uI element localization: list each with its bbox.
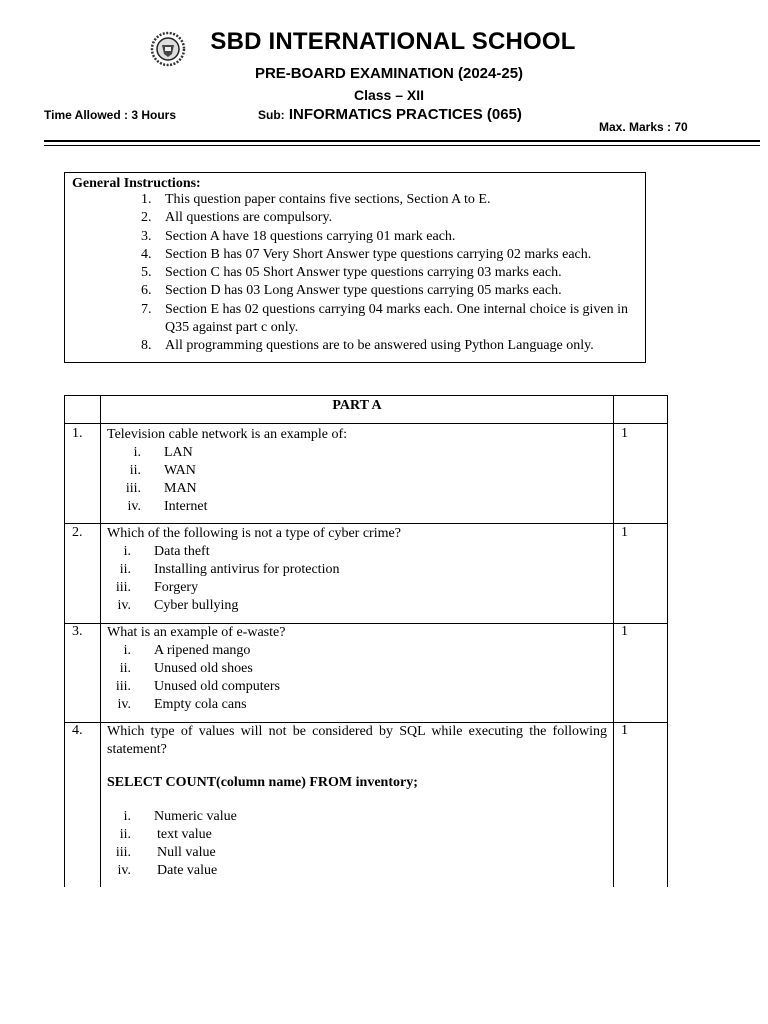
option-numeral: iv. [117,598,131,613]
option-text: Data theft [154,544,210,559]
instruction-text: Section B has 07 Very Short Answer type questions carrying 02 marks each. [165,246,592,262]
header-rule-thin [44,145,760,146]
instruction-number: 3. [141,228,152,244]
instruction-number: 7. [141,301,152,317]
max-marks: Max. Marks : 70 [599,120,688,134]
instruction-text: This question paper contains five sections, Section A to E. [165,192,491,207]
option-text: Empty cola cans [154,697,247,712]
question-number: 2. [72,525,83,540]
option-text: A ripened mango [154,643,251,658]
question-marks: 1 [621,525,628,540]
sql-statement: SELECT COUNT(column name) FROM inventory; [107,775,418,790]
question-number: 4. [72,723,83,738]
instruction-number: 4. [141,246,152,262]
class-label: Class – XII [353,87,425,103]
subject-label: Sub: [258,108,285,122]
option [107,597,607,615]
school-name: SBD INTERNATIONAL SCHOOL [210,28,576,55]
option [107,696,607,714]
instruction-number: 5. [141,265,152,281]
question-number: 3. [72,624,83,639]
option-text: Forgery [154,580,199,595]
option-numeral: iv. [127,499,141,514]
option [107,678,607,696]
option-text: Numeric value [154,809,237,824]
option-numeral: iv. [117,863,131,878]
question-body [107,525,607,615]
question-marks: 1 [621,624,628,639]
instruction-item [65,264,635,282]
question-text: Which type of values will not be considered by SQL while executing the following statement? [107,724,607,757]
instruction-number: 2. [141,210,152,226]
part-title: PART A [332,398,382,413]
question-body [107,723,607,880]
option [107,642,607,660]
option [107,826,607,844]
instruction-item [65,191,635,209]
table-row-divider [64,423,668,424]
instruction-text: All programming questions are to be answered using Python Language only. [165,338,594,354]
option-numeral: i. [123,544,131,559]
option [107,498,607,516]
instruction-text: Section D has 03 Long Answer type questions carrying 05 marks each. [165,283,562,299]
instruction-number: 1. [141,192,152,207]
question-marks: 1 [621,426,628,441]
option [107,480,607,498]
option-text: Unused old computers [154,679,280,694]
table-border-right [667,395,668,887]
option-numeral: ii. [119,827,131,842]
option-text: text value [157,827,212,842]
instruction-item [65,209,635,227]
instruction-number: 6. [141,283,152,299]
question-body [107,624,607,714]
table-divider-marks [613,395,614,887]
subject-name: INFORMATICS PRACTICES (065) [288,106,522,123]
instruction-text: Section C has 05 Short Answer type questions carrying 03 marks each. [165,265,562,281]
option [107,808,607,826]
option-text: WAN [164,463,196,478]
instructions-heading: General Instructions: [72,176,201,191]
time-allowed: Time Allowed : 3 Hours [44,108,177,122]
instruction-item [65,282,635,300]
instruction-number: 8. [141,338,152,354]
question-marks: 1 [621,723,628,738]
option-numeral: i. [123,809,131,824]
header-rule [44,140,760,142]
option [107,561,607,579]
instruction-text: All questions are compulsory. [165,210,333,226]
option-numeral: i. [133,445,141,460]
general-instructions-box [64,172,646,363]
question-text: What is an example of e-waste? [107,625,286,640]
option [107,862,607,880]
question-table [64,395,668,887]
option-text: Null value [157,845,216,860]
option [107,660,607,678]
option-numeral: iv. [117,697,131,712]
table-divider-number [100,395,101,887]
option [107,579,607,597]
option [107,844,607,862]
instruction-text: Section E has 02 questions carrying 04 marks each. One internal choice is given in Q35 against part c only. [165,301,629,336]
instruction-item [65,246,635,264]
option-text: MAN [164,481,197,496]
table-border-top [64,395,668,396]
option [107,462,607,480]
table-border-left [64,395,65,887]
option [107,543,607,561]
instruction-item [65,228,635,246]
option-numeral: iii. [125,481,141,496]
question-text: Which of the following is not a type of cyber crime? [107,526,401,541]
option-numeral: iii. [115,679,131,694]
instructions-list [65,191,635,356]
question-body [107,426,607,516]
option [107,444,607,462]
option-numeral: ii. [119,562,131,577]
option-text: Unused old shoes [154,661,253,676]
option-numeral: ii. [119,661,131,676]
option-numeral: i. [123,643,131,658]
exam-title: PRE-BOARD EXAMINATION (2024-25) [254,65,524,82]
option-numeral: ii. [129,463,141,478]
instruction-item [65,337,635,355]
option-text: Cyber bullying [154,598,239,613]
subject-line [258,106,522,123]
table-row-divider [64,523,668,524]
option-numeral: iii. [115,580,131,595]
instruction-text: Section A have 18 questions carrying 01 mark each. [165,228,456,244]
question-text: Television cable network is an example of: [107,427,348,442]
option-text: Date value [157,863,218,878]
option-text: Installing antivirus for protection [154,562,340,577]
option-text: Internet [164,499,208,514]
instruction-item [65,301,635,338]
option-numeral: iii. [115,845,131,860]
option-text: LAN [164,445,193,460]
question-number: 1. [72,426,83,441]
